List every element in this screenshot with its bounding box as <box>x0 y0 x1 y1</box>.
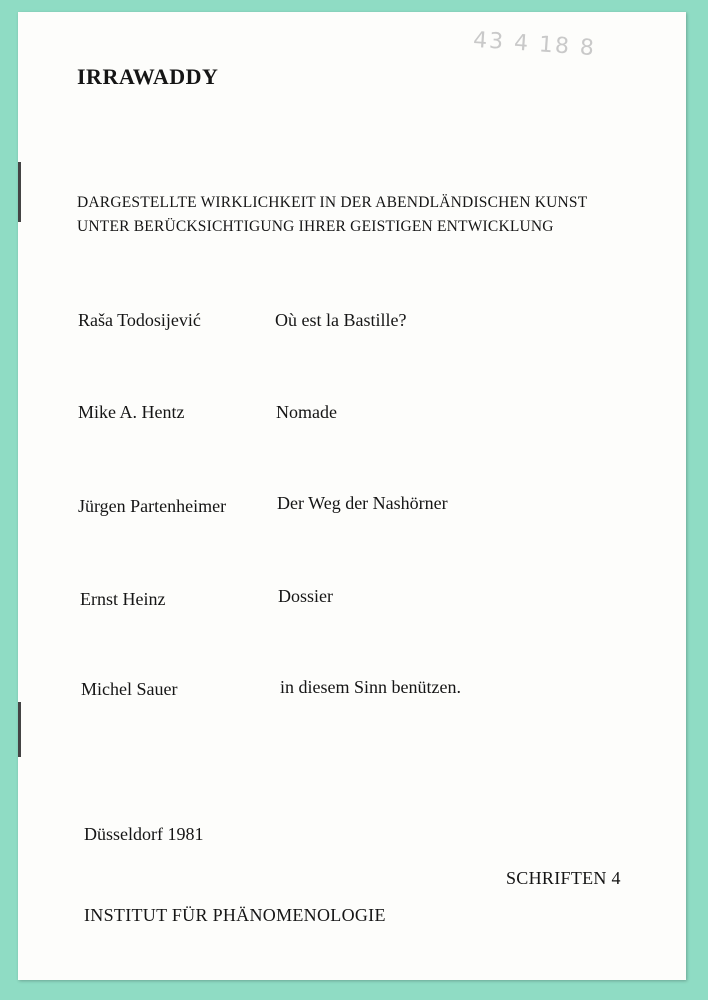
staple-top <box>18 162 21 222</box>
subtitle-line-2: UNTER BERÜCKSICHTIGUNG IHRER GEISTIGEN ENTWICKLUNG <box>77 218 554 235</box>
handwritten-note: 43 4 18 8 <box>472 27 597 62</box>
work-title: Dossier <box>278 586 333 606</box>
subtitle-line-1: DARGESTELLTE WIRKLICHKEIT IN DER ABENDLÄNDISCHEN KUNST <box>77 194 588 211</box>
artist-name: Mike A. Hentz <box>78 402 185 422</box>
staple-bottom <box>18 702 21 757</box>
publisher-institute: INSTITUT FÜR PHÄNOMENOLOGIE <box>84 905 386 925</box>
series-label: SCHRIFTEN 4 <box>506 868 621 888</box>
artist-name: Ernst Heinz <box>80 589 166 609</box>
artist-name: Jürgen Partenheimer <box>78 496 227 516</box>
work-title: Où est la Bastille? <box>275 310 407 330</box>
place-and-year: Düsseldorf 1981 <box>84 824 204 844</box>
work-title: Der Weg der Nashörner <box>277 493 448 513</box>
artist-name: Raša Todosijević <box>78 310 201 330</box>
document-page <box>18 12 686 980</box>
work-title: Nomade <box>276 402 337 422</box>
document-title: IRRAWADDY <box>77 64 219 89</box>
work-title: in diesem Sinn benützen. <box>280 677 461 697</box>
artist-name: Michel Sauer <box>81 679 178 699</box>
